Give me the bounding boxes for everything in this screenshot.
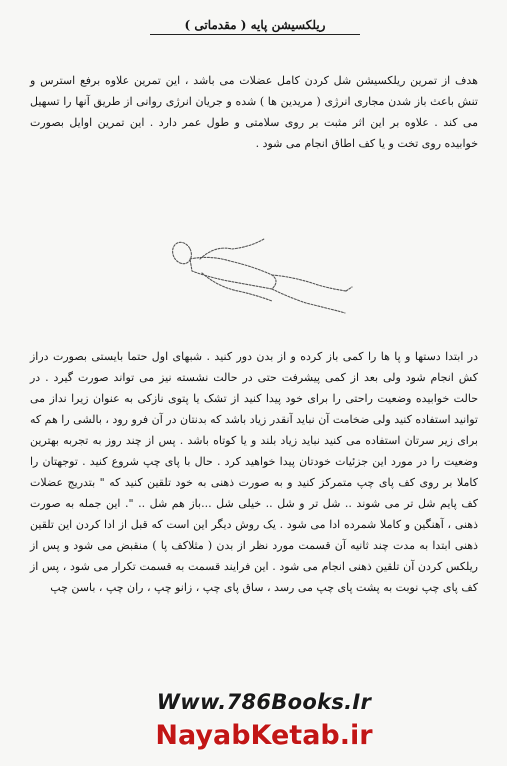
page-title: ریلکسیشن پایه ( مقدماتی ) xyxy=(150,18,360,35)
watermark-nayabketab: NayabKetab.ir xyxy=(155,720,373,751)
intro-paragraph: هدف از تمرین ریلکسیشن شل کردن کامل عضلات می باشد ، این تمرین علاوه برفع استرس و تنش باعث باز شدن مجاری انرژی ( مریدین ها ) شده و جریان انرژی روانی از طریق آنها را تسهیل می کند . علاوه بر این اثر مثبت بر روی سلامتی و طول عمر دارد . این تمرین اوایل بصورت خوابیده روی تخت و یا کف اطاق انجام می شود . xyxy=(30,74,478,150)
watermark-786books: Www.786Books.Ir xyxy=(156,690,372,714)
relaxed-body-figure xyxy=(160,215,360,320)
instruction-paragraph: در ابتدا دستها و پا ها را کمی باز کرده و از بدن دور کنید . شبهای اول حتما بایستی بصورت دراز کش انجام شود ولی بعد از کمی پیشرفت حتی در حالت نشسته نیز می تواند صورت گیرد . در حالت خوابیده وضعیت راحتی را برای خود پیدا کنید از تشک یا پتوی نازکی به عنوان زیرا نداز می توانید استفاده کنید ولی ضخامت آن نباید آنقدر زیاد باشد که بدنتان در آن فرو رود ، بالشی را هم که برای زیر سرتان استفاده می کنید نباید زیاد بلند و یا کوتاه باشد . پس از چند روز به تجربه بهترین وضعیت را در مورد این جزئیات خودتان پیدا خواهید کرد . حال با پای چپ شروع کنید . توجهتان را کاملا بر روی کف پای چپ متمرکز کنید و به صورت ذهنی به خود تلقین کنید که " بتدریج عضلات کف پایم شل تر می شوند .. شل تر و شل .. خیلی شل ...باز هم شل .. ". این جمله به صورت ذهنی ، آهنگین و کاملا شمرده ادا می شود . یک روش دیگر این است که قبل از ادا کردن این تلقین ذهنی ابتدا به مدت چند ثانیه آن قسمت مورد نظر از بدن ( مثلاکف پا ) منقبض می شود و پس از ریلکس کردن آن تلقین ذهنی انجام می شود . این فرایند قسمت به قسمت تکرار می شود ، پس از کف پای چپ نوبت به پشت پای چپ می رسد ، ساق پای چپ ، زانو چپ ، ران چپ ، باسن چپ xyxy=(30,350,479,594)
